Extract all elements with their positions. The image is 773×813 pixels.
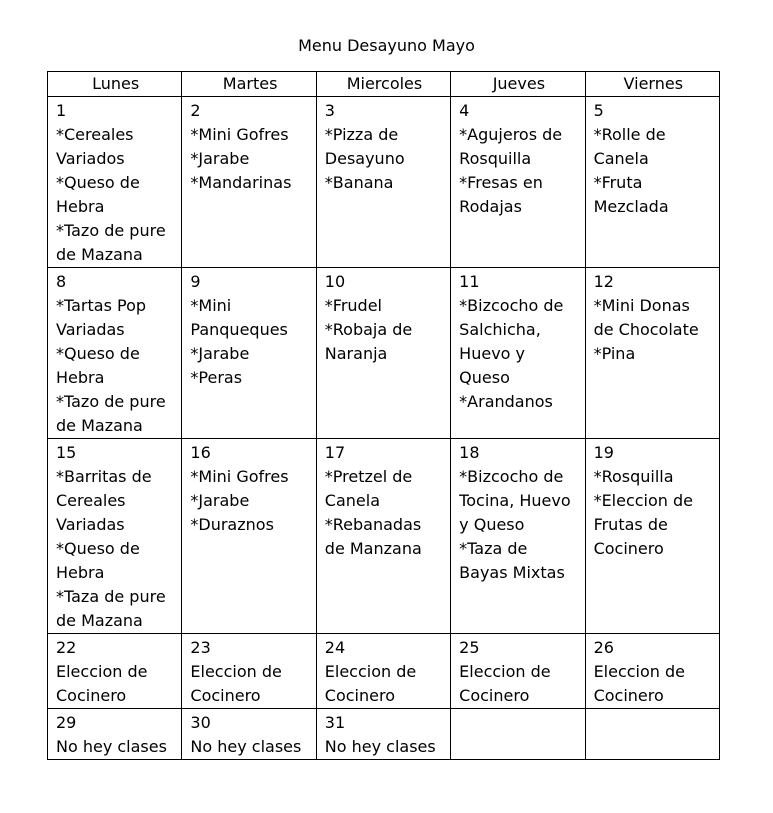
day-cell — [585, 97, 719, 268]
week-row — [48, 439, 720, 634]
day-cell — [182, 97, 316, 268]
day-cell — [585, 634, 719, 709]
menu-item: *Tazo de pure de Mazana — [56, 221, 166, 264]
date-number: 22 — [56, 638, 77, 657]
menu-item: *Eleccion de Frutas de Cocinero — [593, 491, 694, 558]
menu-item: Eleccion de Cocinero — [324, 662, 417, 705]
menu-item: *Tazo de pure de Mazana — [56, 392, 166, 435]
date-number: 3 — [324, 101, 335, 120]
date-number: 24 — [324, 638, 346, 657]
day-cell — [48, 268, 182, 439]
menu-item: *Fresas en Rodajas — [459, 173, 543, 216]
day-header: Martes — [182, 72, 316, 97]
date-number: 16 — [190, 443, 211, 462]
menu-item: Eleccion de Cocinero — [56, 662, 148, 705]
menu-item: *Peras — [190, 368, 243, 387]
date-number: 17 — [324, 443, 346, 462]
menu-item: *Pretzel de Canela — [324, 467, 413, 510]
menu-item: *Jarabe — [190, 491, 250, 510]
menu-item: *Bizcocho de Tocina, Huevo y Queso — [459, 467, 571, 534]
menu-item: *Cereales Variados — [56, 125, 134, 168]
date-number: 12 — [593, 272, 614, 291]
day-cell — [182, 709, 316, 760]
menu-item: *Mini Gofres — [190, 125, 289, 144]
date-number: 9 — [190, 272, 201, 291]
menu-item: Eleccion de Cocinero — [593, 662, 686, 705]
menu-item: *Rosquilla — [593, 467, 674, 486]
menu-item: *Queso de Hebra — [56, 539, 140, 582]
day-cell — [316, 268, 450, 439]
menu-item: *Barritas de Cereales Variadas — [56, 467, 152, 534]
day-header: Lunes — [48, 72, 182, 97]
day-cell — [316, 439, 450, 634]
date-number: 5 — [593, 101, 604, 120]
day-cell — [182, 634, 316, 709]
menu-table — [47, 71, 720, 760]
day-header: Jueves — [451, 72, 585, 97]
day-cell — [451, 268, 585, 439]
menu-item: *Jarabe — [190, 149, 250, 168]
day-cell — [585, 268, 719, 439]
day-cell — [48, 709, 182, 760]
day-cell — [48, 97, 182, 268]
day-cell — [316, 634, 450, 709]
date-number: 15 — [56, 443, 77, 462]
menu-item: *Taza de Bayas Mixtas — [459, 539, 565, 582]
menu-item: No hey clases — [56, 737, 167, 756]
date-number: 8 — [56, 272, 67, 291]
page-title: Menu Desayuno Mayo — [298, 36, 475, 55]
menu-item: *Arandanos — [459, 392, 553, 411]
menu-item: *Tartas Pop Variadas — [56, 296, 147, 339]
date-number: 2 — [190, 101, 201, 120]
menu-item: *Fruta Mezclada — [593, 173, 669, 216]
menu-item: *Taza de pure de Mazana — [56, 587, 166, 630]
header-row — [48, 72, 720, 97]
day-cell — [585, 709, 719, 760]
day-cell — [451, 709, 585, 760]
menu-item: No hey clases — [324, 737, 436, 756]
menu-item: *Pizza de Desayuno — [324, 125, 405, 168]
menu-item: *Mini Panqueques — [190, 296, 288, 339]
menu-item: *Queso de Hebra — [56, 173, 140, 216]
date-number: 31 — [324, 713, 346, 732]
date-number: 10 — [324, 272, 346, 291]
menu-item: *Jarabe — [190, 344, 250, 363]
menu-item: *Agujeros de Rosquilla — [459, 125, 563, 168]
day-cell — [451, 97, 585, 268]
menu-item: *Robaja de Naranja — [324, 320, 413, 363]
date-number: 26 — [593, 638, 614, 657]
menu-item: Eleccion de Cocinero — [190, 662, 282, 705]
day-header: Miercoles — [316, 72, 450, 97]
week-row — [48, 268, 720, 439]
day-cell — [182, 439, 316, 634]
day-cell — [48, 634, 182, 709]
menu-item: *Mini Donas de Chocolate — [593, 296, 699, 339]
menu-body — [48, 97, 720, 760]
menu-item: Eleccion de Cocinero — [459, 662, 551, 705]
date-number: 4 — [459, 101, 470, 120]
week-row — [48, 97, 720, 268]
week-row — [48, 709, 720, 760]
date-number: 23 — [190, 638, 211, 657]
day-header: Viernes — [585, 72, 719, 97]
date-number: 1 — [56, 101, 67, 120]
menu-item: *Rolle de Canela — [593, 125, 666, 168]
day-cell — [182, 268, 316, 439]
menu-item: *Duraznos — [190, 515, 274, 534]
date-number: 18 — [459, 443, 480, 462]
day-cell — [451, 634, 585, 709]
date-number: 19 — [593, 443, 614, 462]
menu-item: *Frudel — [324, 296, 382, 315]
menu-item: *Mini Gofres — [190, 467, 289, 486]
menu-item: *Banana — [324, 173, 394, 192]
date-number: 29 — [56, 713, 77, 732]
menu-item: *Bizcocho de Salchicha, Huevo y Queso — [459, 296, 564, 387]
menu-item: No hey clases — [190, 737, 302, 756]
date-number: 30 — [190, 713, 211, 732]
week-row — [48, 634, 720, 709]
menu-item: *Pina — [593, 344, 636, 363]
date-number: 11 — [459, 272, 480, 291]
menu-item: *Mandarinas — [190, 173, 292, 192]
menu-item: *Rebanadas de Manzana — [324, 515, 422, 558]
day-cell — [316, 709, 450, 760]
day-cell — [48, 439, 182, 634]
day-cell — [451, 439, 585, 634]
day-cell — [316, 97, 450, 268]
day-cell — [585, 439, 719, 634]
date-number: 25 — [459, 638, 480, 657]
menu-item: *Queso de Hebra — [56, 344, 140, 387]
